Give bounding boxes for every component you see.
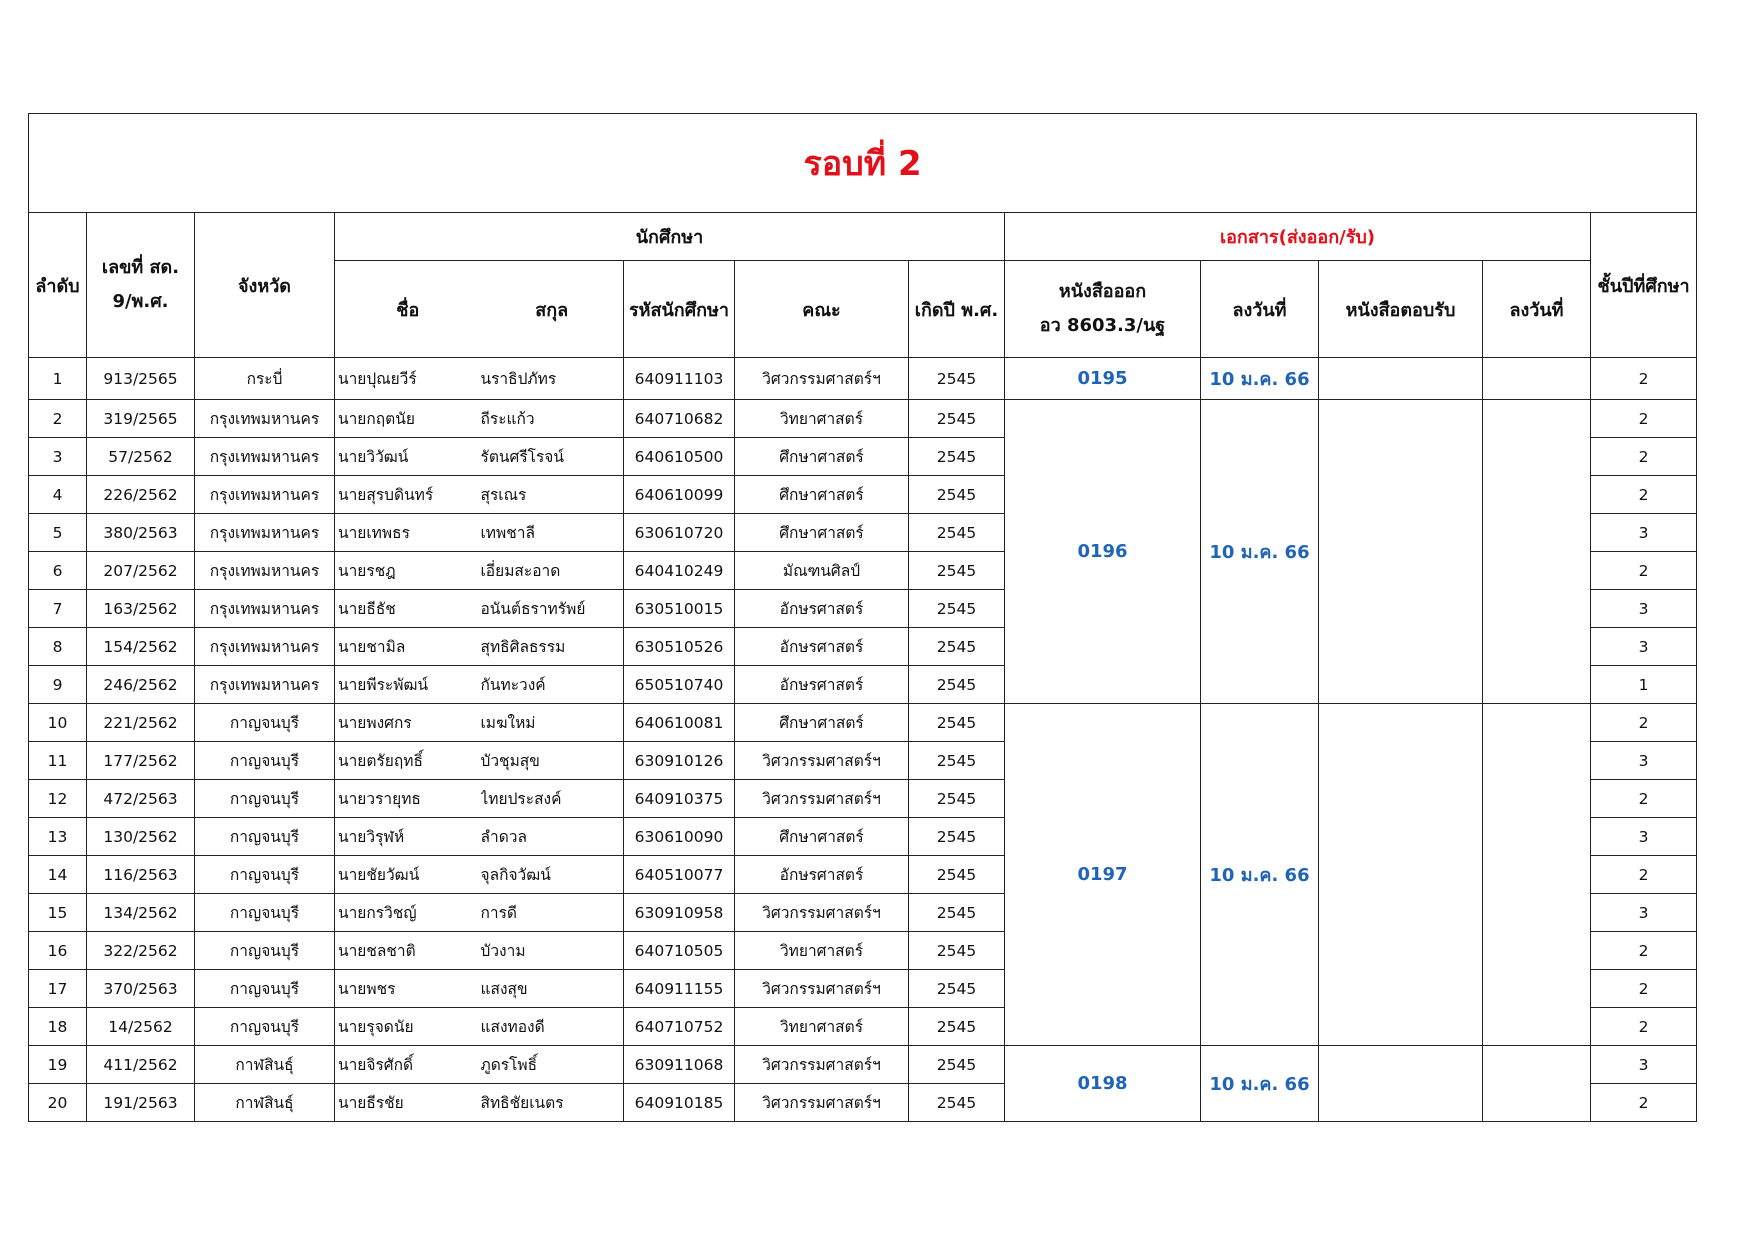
row-year-level: 2 xyxy=(1591,932,1697,970)
row-faculty: วิศวกรรมศาสตร์ฯ xyxy=(735,894,909,932)
row-order: 17 xyxy=(29,970,87,1008)
row-student-id: 630911068 xyxy=(624,1046,735,1084)
row-order: 20 xyxy=(29,1084,87,1122)
row-order: 7 xyxy=(29,590,87,628)
row-year-level: 2 xyxy=(1591,552,1697,590)
header-province: จังหวัด xyxy=(195,213,335,358)
row-order: 8 xyxy=(29,628,87,666)
row-province: กาฬสินธุ์ xyxy=(195,1084,335,1122)
row-year-level: 3 xyxy=(1591,514,1697,552)
table-row xyxy=(29,400,1697,438)
row-student-id: 630910126 xyxy=(624,742,735,780)
row-order: 5 xyxy=(29,514,87,552)
row-order: 10 xyxy=(29,704,87,742)
row-surname: เทพชาลี xyxy=(481,514,624,552)
header-out-letter xyxy=(1005,261,1201,358)
row-name: นายธีรชัย xyxy=(335,1084,481,1122)
row-order: 13 xyxy=(29,818,87,856)
table-body xyxy=(29,358,1697,1122)
row-name: นายวรายุทธ xyxy=(335,780,481,818)
row-province: กาญจนบุรี xyxy=(195,1008,335,1046)
row-student-id: 640410249 xyxy=(624,552,735,590)
row-student-id: 630610090 xyxy=(624,818,735,856)
row-student-id: 640911103 xyxy=(624,358,735,400)
row-year-level: 3 xyxy=(1591,590,1697,628)
row-doc-no: 134/2562 xyxy=(87,894,195,932)
row-surname: ลำดวล xyxy=(481,818,624,856)
row-birth-year: 2545 xyxy=(909,856,1005,894)
row-year-level: 3 xyxy=(1591,818,1697,856)
row-province: กรุงเทพมหานคร xyxy=(195,400,335,438)
row-birth-year: 2545 xyxy=(909,970,1005,1008)
row-doc-no: 226/2562 xyxy=(87,476,195,514)
row-province: กรุงเทพมหานคร xyxy=(195,590,335,628)
row-year-level: 2 xyxy=(1591,400,1697,438)
row-year-level: 2 xyxy=(1591,438,1697,476)
row-year-level: 2 xyxy=(1591,970,1697,1008)
row-order: 15 xyxy=(29,894,87,932)
row-surname: แสงสุข xyxy=(481,970,624,1008)
out-letter-date: 10 ม.ค. 66 xyxy=(1201,1046,1319,1122)
out-letter-number: 0198 xyxy=(1005,1046,1201,1122)
row-faculty: ศึกษาศาสตร์ xyxy=(735,476,909,514)
row-birth-year: 2545 xyxy=(909,400,1005,438)
row-birth-year: 2545 xyxy=(909,894,1005,932)
row-order: 2 xyxy=(29,400,87,438)
row-year-level: 3 xyxy=(1591,1046,1697,1084)
row-birth-year: 2545 xyxy=(909,704,1005,742)
row-name: นายจิรศักดิ์ xyxy=(335,1046,481,1084)
reply-letter-cell xyxy=(1319,358,1483,400)
row-birth-year: 2545 xyxy=(909,552,1005,590)
row-student-id: 640910185 xyxy=(624,1084,735,1122)
row-birth-year: 2545 xyxy=(909,358,1005,400)
row-name: นายวิรุฬห์ xyxy=(335,818,481,856)
row-birth-year: 2545 xyxy=(909,1084,1005,1122)
row-province: กรุงเทพมหานคร xyxy=(195,514,335,552)
row-student-id: 630510526 xyxy=(624,628,735,666)
out-letter-number: 0197 xyxy=(1005,704,1201,1046)
row-faculty: วิศวกรรมศาสตร์ฯ xyxy=(735,1046,909,1084)
row-name: นายวิวัฒน์ xyxy=(335,438,481,476)
row-faculty: ศึกษาศาสตร์ xyxy=(735,818,909,856)
row-name: นายสุรบดินทร์ xyxy=(335,476,481,514)
row-doc-no: 380/2563 xyxy=(87,514,195,552)
row-faculty: วิศวกรรมศาสตร์ฯ xyxy=(735,742,909,780)
row-name: นายกรวิชญ์ xyxy=(335,894,481,932)
row-name: นายปุณยวีร์ xyxy=(335,358,481,400)
row-surname: ถีระแก้ว xyxy=(481,400,624,438)
row-year-level: 1 xyxy=(1591,666,1697,704)
header-faculty: คณะ xyxy=(735,261,909,358)
row-birth-year: 2545 xyxy=(909,438,1005,476)
row-name: นายรชฎ xyxy=(335,552,481,590)
row-student-id: 640610500 xyxy=(624,438,735,476)
row-province: กาญจนบุรี xyxy=(195,742,335,780)
row-surname: รัตนศรีโรจน์ xyxy=(481,438,624,476)
row-doc-no: 246/2562 xyxy=(87,666,195,704)
row-student-id: 630510015 xyxy=(624,590,735,628)
row-order: 14 xyxy=(29,856,87,894)
row-year-level: 2 xyxy=(1591,358,1697,400)
row-name: นายตรัยฤทธิ์ xyxy=(335,742,481,780)
row-doc-no: 163/2562 xyxy=(87,590,195,628)
row-surname: เอี่ยมสะอาด xyxy=(481,552,624,590)
table-row xyxy=(29,704,1697,742)
header-year-level: ชั้นปีที่ศึกษา xyxy=(1591,213,1697,358)
row-doc-no: 472/2563 xyxy=(87,780,195,818)
row-faculty: อักษรศาสตร์ xyxy=(735,666,909,704)
row-birth-year: 2545 xyxy=(909,590,1005,628)
header-doc-no-line2: 9/พ.ศ. xyxy=(112,291,169,312)
out-letter-date: 10 ม.ค. 66 xyxy=(1201,400,1319,704)
row-doc-no: 221/2562 xyxy=(87,704,195,742)
row-surname: กันทะวงค์ xyxy=(481,666,624,704)
row-doc-no: 191/2563 xyxy=(87,1084,195,1122)
row-faculty: อักษรศาสตร์ xyxy=(735,590,909,628)
row-doc-no: 130/2562 xyxy=(87,818,195,856)
row-faculty: อักษรศาสตร์ xyxy=(735,856,909,894)
row-order: 6 xyxy=(29,552,87,590)
out-letter-date: 10 ม.ค. 66 xyxy=(1201,704,1319,1046)
page-title: รอบที่ 2 xyxy=(29,114,1697,213)
row-faculty: วิทยาศาสตร์ xyxy=(735,932,909,970)
row-year-level: 3 xyxy=(1591,742,1697,780)
row-doc-no: 370/2563 xyxy=(87,970,195,1008)
row-surname: บัวชุมสุข xyxy=(481,742,624,780)
header-student-group: นักศึกษา xyxy=(335,213,1005,261)
reply-date-cell xyxy=(1483,704,1591,1046)
out-letter-number: 0195 xyxy=(1005,358,1201,400)
row-year-level: 2 xyxy=(1591,476,1697,514)
row-doc-no: 14/2562 xyxy=(87,1008,195,1046)
row-birth-year: 2545 xyxy=(909,818,1005,856)
row-birth-year: 2545 xyxy=(909,476,1005,514)
reply-date-cell xyxy=(1483,358,1591,400)
header-surname: สกุล xyxy=(481,261,624,358)
reply-date-cell xyxy=(1483,1046,1591,1122)
row-year-level: 3 xyxy=(1591,628,1697,666)
row-surname: บัวงาม xyxy=(481,932,624,970)
reply-letter-cell xyxy=(1319,1046,1483,1122)
row-surname: การดี xyxy=(481,894,624,932)
row-province: กาญจนบุรี xyxy=(195,932,335,970)
row-student-id: 640911155 xyxy=(624,970,735,1008)
row-name: นายเทพธร xyxy=(335,514,481,552)
row-province: กรุงเทพมหานคร xyxy=(195,628,335,666)
row-birth-year: 2545 xyxy=(909,932,1005,970)
row-order: 16 xyxy=(29,932,87,970)
row-name: นายชัยวัฒน์ xyxy=(335,856,481,894)
row-year-level: 2 xyxy=(1591,1084,1697,1122)
row-birth-year: 2545 xyxy=(909,628,1005,666)
row-province: กาญจนบุรี xyxy=(195,856,335,894)
row-faculty: วิทยาศาสตร์ xyxy=(735,1008,909,1046)
row-province: กระบี่ xyxy=(195,358,335,400)
row-student-id: 640710752 xyxy=(624,1008,735,1046)
row-faculty: วิศวกรรมศาสตร์ฯ xyxy=(735,358,909,400)
row-birth-year: 2545 xyxy=(909,1008,1005,1046)
row-surname: เมฆใหม่ xyxy=(481,704,624,742)
header-order: ลำดับ xyxy=(29,213,87,358)
student-table xyxy=(28,113,1697,1122)
reply-letter-cell xyxy=(1319,704,1483,1046)
row-student-id: 640710682 xyxy=(624,400,735,438)
row-doc-no: 207/2562 xyxy=(87,552,195,590)
row-doc-no: 57/2562 xyxy=(87,438,195,476)
row-doc-no: 154/2562 xyxy=(87,628,195,666)
row-birth-year: 2545 xyxy=(909,1046,1005,1084)
header-out-letter-line2: อว 8603.3/นฐ xyxy=(1039,315,1166,336)
row-name: นายพชร xyxy=(335,970,481,1008)
header-reply-date: ลงวันที่ xyxy=(1483,261,1591,358)
header-out-date: ลงวันที่ xyxy=(1201,261,1319,358)
row-doc-no: 411/2562 xyxy=(87,1046,195,1084)
row-birth-year: 2545 xyxy=(909,514,1005,552)
row-province: กรุงเทพมหานคร xyxy=(195,476,335,514)
row-doc-no: 913/2565 xyxy=(87,358,195,400)
row-birth-year: 2545 xyxy=(909,666,1005,704)
row-year-level: 2 xyxy=(1591,704,1697,742)
out-letter-number: 0196 xyxy=(1005,400,1201,704)
row-year-level: 2 xyxy=(1591,856,1697,894)
row-order: 1 xyxy=(29,358,87,400)
document-sheet xyxy=(28,113,1696,1122)
row-doc-no: 322/2562 xyxy=(87,932,195,970)
row-birth-year: 2545 xyxy=(909,742,1005,780)
header-reply-letter: หนังสือตอบรับ xyxy=(1319,261,1483,358)
header-doc-no xyxy=(87,213,195,358)
row-student-id: 640710505 xyxy=(624,932,735,970)
row-doc-no: 116/2563 xyxy=(87,856,195,894)
row-name: นายชลชาติ xyxy=(335,932,481,970)
row-student-id: 630910958 xyxy=(624,894,735,932)
row-faculty: วิศวกรรมศาสตร์ฯ xyxy=(735,1084,909,1122)
row-order: 11 xyxy=(29,742,87,780)
row-surname: แสงทองดี xyxy=(481,1008,624,1046)
row-doc-no: 319/2565 xyxy=(87,400,195,438)
row-order: 4 xyxy=(29,476,87,514)
row-surname: สุทธิศิลธรรม xyxy=(481,628,624,666)
row-name: นายชามิล xyxy=(335,628,481,666)
reply-letter-cell xyxy=(1319,400,1483,704)
row-name: นายรุจดนัย xyxy=(335,1008,481,1046)
row-surname: ไทยประสงค์ xyxy=(481,780,624,818)
out-letter-date: 10 ม.ค. 66 xyxy=(1201,358,1319,400)
row-province: กาฬสินธุ์ xyxy=(195,1046,335,1084)
row-faculty: วิศวกรรมศาสตร์ฯ xyxy=(735,970,909,1008)
row-faculty: มัณฑนศิลป์ xyxy=(735,552,909,590)
row-surname: จุลกิจวัฒน์ xyxy=(481,856,624,894)
row-surname: สุรเณร xyxy=(481,476,624,514)
row-name: นายพีระพัฒน์ xyxy=(335,666,481,704)
row-student-id: 640610081 xyxy=(624,704,735,742)
row-province: กรุงเทพมหานคร xyxy=(195,552,335,590)
row-province: กาญจนบุรี xyxy=(195,780,335,818)
reply-date-cell xyxy=(1483,400,1591,704)
row-province: กาญจนบุรี xyxy=(195,894,335,932)
header-doc-no-line1: เลขที่ สด. xyxy=(101,256,180,278)
row-student-id: 650510740 xyxy=(624,666,735,704)
row-order: 18 xyxy=(29,1008,87,1046)
row-name: นายพงศกร xyxy=(335,704,481,742)
row-province: กรุงเทพมหานคร xyxy=(195,438,335,476)
row-surname: สิทธิชัยเนตร xyxy=(481,1084,624,1122)
row-faculty: ศึกษาศาสตร์ xyxy=(735,704,909,742)
row-faculty: วิทยาศาสตร์ xyxy=(735,400,909,438)
row-student-id: 640510077 xyxy=(624,856,735,894)
header-student-id: รหัสนักศึกษา xyxy=(624,261,735,358)
row-student-id: 630610720 xyxy=(624,514,735,552)
header-birth-year: เกิดปี พ.ศ. xyxy=(909,261,1005,358)
row-order: 3 xyxy=(29,438,87,476)
row-province: กาญจนบุรี xyxy=(195,818,335,856)
row-student-id: 640910375 xyxy=(624,780,735,818)
row-province: กาญจนบุรี xyxy=(195,970,335,1008)
row-doc-no: 177/2562 xyxy=(87,742,195,780)
header-name: ชื่อ xyxy=(335,261,481,358)
header-out-letter-line1: หนังสือออก xyxy=(1058,280,1147,302)
row-surname: นราธิปภัทร xyxy=(481,358,624,400)
row-faculty: วิศวกรรมศาสตร์ฯ xyxy=(735,780,909,818)
row-surname: ภูดรโพธิ์ xyxy=(481,1046,624,1084)
row-year-level: 2 xyxy=(1591,1008,1697,1046)
row-surname: อนันต์ธราทรัพย์ xyxy=(481,590,624,628)
row-faculty: อักษรศาสตร์ xyxy=(735,628,909,666)
row-province: กาญจนบุรี xyxy=(195,704,335,742)
row-order: 19 xyxy=(29,1046,87,1084)
row-year-level: 3 xyxy=(1591,894,1697,932)
header-docs-group: เอกสาร(ส่งออก/รับ) xyxy=(1005,213,1591,261)
row-order: 9 xyxy=(29,666,87,704)
row-student-id: 640610099 xyxy=(624,476,735,514)
table-row xyxy=(29,358,1697,400)
table-row xyxy=(29,1046,1697,1084)
row-name: นายธีธัช xyxy=(335,590,481,628)
row-birth-year: 2545 xyxy=(909,780,1005,818)
row-order: 12 xyxy=(29,780,87,818)
row-year-level: 2 xyxy=(1591,780,1697,818)
row-faculty: ศึกษาศาสตร์ xyxy=(735,438,909,476)
row-name: นายกฤตนัย xyxy=(335,400,481,438)
row-province: กรุงเทพมหานคร xyxy=(195,666,335,704)
row-faculty: ศึกษาศาสตร์ xyxy=(735,514,909,552)
